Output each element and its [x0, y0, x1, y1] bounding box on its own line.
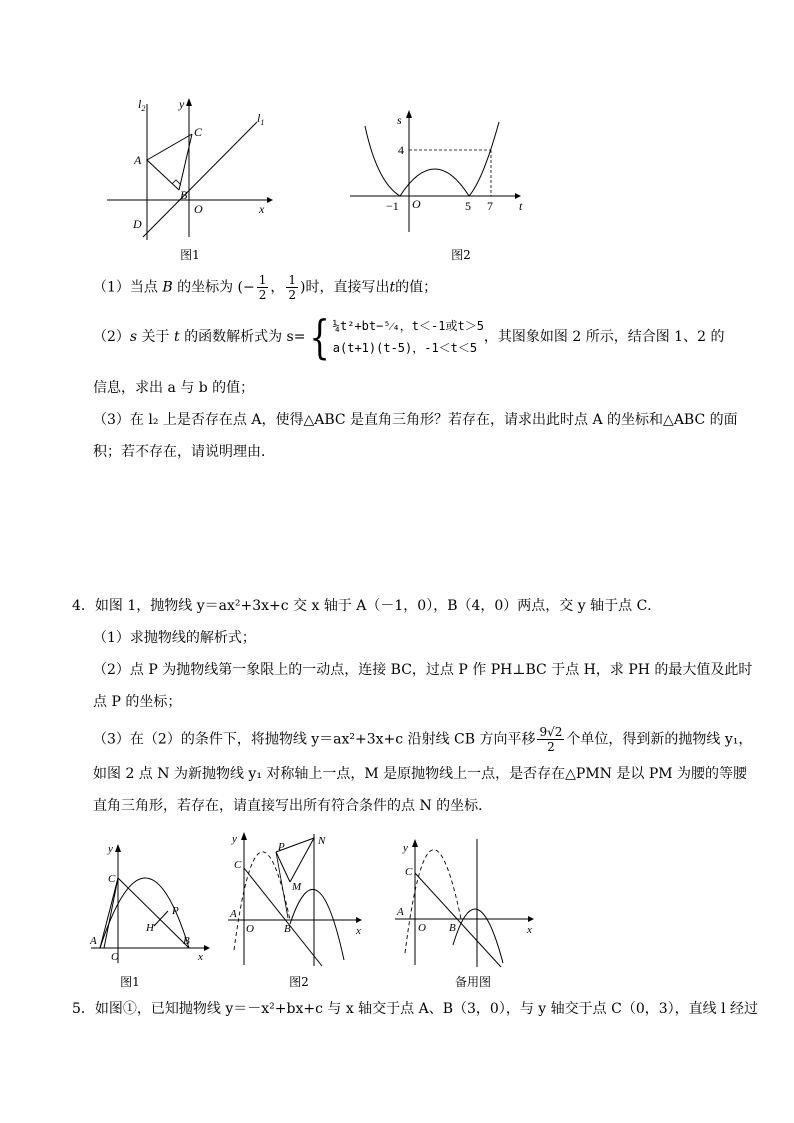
fig2-label-t: t	[519, 199, 523, 213]
q4-part2-line2: 点 P 的坐标；	[93, 694, 182, 710]
bottom-figure-1-caption: 图1	[120, 975, 140, 989]
fig2-label-4: 4	[398, 143, 404, 157]
figure-2-top	[345, 102, 535, 237]
q4-part3-line2: 如图 2 点 N 为新抛物线 y₁ 对称轴上一点，M 是原抛物线上一点，是否存在△PMN 是以 PM 为腰的等腰	[93, 766, 748, 782]
fig1-label-B: B	[180, 188, 188, 202]
b3-label-O: O	[418, 922, 426, 934]
fig2-label-7: 7	[487, 199, 493, 213]
fig2-label-neg1: −1	[386, 199, 399, 213]
fraction-9root2-over-2: $\frac{9√2}{2}$	[539, 725, 563, 754]
bottom-figure-3-caption: 备用图	[454, 975, 491, 989]
b2-label-P: P	[278, 841, 285, 853]
fig1-label-C: C	[194, 125, 203, 139]
fig2-label-O: O	[412, 197, 421, 211]
fig1-label-x: x	[259, 202, 265, 216]
b2-label-A: A	[230, 908, 237, 920]
b1-label-C: C	[108, 873, 116, 885]
b2-label-B: B	[284, 923, 291, 935]
fig1-label-l1: $l_1$	[257, 111, 265, 127]
b3-label-y: y	[403, 842, 408, 854]
q3-part2: （2）s 关于 t 的函数解析式为 s= { ¼t²+bt−⁵⁄₄，t＜-1或t＞5 a(t+1)(t-5)，-1＜t＜5 ，其图象如图 2 所示，结合图 1、2 的	[93, 310, 725, 364]
b1-label-O: O	[111, 951, 119, 963]
b3-label-x: x	[527, 924, 532, 936]
figure-1-caption: 图1	[180, 248, 200, 262]
b3-label-C: C	[405, 866, 413, 878]
fig1-label-y: y	[179, 97, 185, 111]
b1-label-y: y	[108, 843, 113, 855]
b1-label-B: B	[183, 935, 190, 947]
fraction-half: $\frac{1}{2}$	[288, 273, 297, 302]
b3-label-B: B	[449, 922, 456, 934]
fig1-label-D: D	[133, 217, 142, 231]
figure-1-bottom	[86, 838, 216, 968]
fraction-neg-half: $\frac{1}{2}$	[258, 273, 267, 302]
fig2-label-s: s	[397, 113, 402, 127]
fig1-label-A: A	[134, 153, 142, 167]
b2-label-C: C	[234, 859, 242, 871]
b1-label-H: H	[146, 922, 154, 934]
figure-spare-bottom	[393, 835, 543, 968]
b1-label-A: A	[90, 935, 97, 947]
q3-part2-line2: 信息，求出 a 与 b 的值；	[93, 380, 255, 396]
q4-part3-line3: 直角三角形，若存在，请直接写出所有符合条件的点 N 的坐标．	[93, 798, 493, 814]
piecewise-function: { ¼t²+bt−⁵⁄₄，t＜-1或t＞5 a(t+1)(t-5)，-1＜t＜5	[309, 310, 484, 364]
b2-label-N: N	[318, 835, 326, 847]
bottom-figure-2-caption: 图2	[289, 975, 309, 989]
figure-2-bottom	[226, 830, 371, 968]
fig1-label-l2: $l_2$	[138, 97, 146, 113]
fig2-label-5: 5	[465, 199, 471, 213]
figure-1-top	[105, 92, 285, 242]
b1-label-P: P	[172, 905, 179, 917]
b2-label-O: O	[246, 923, 254, 935]
q4-part1: （1）求抛物线的解析式；	[93, 630, 256, 646]
b3-label-A: A	[397, 906, 404, 918]
b2-label-y: y	[232, 833, 237, 845]
b1-label-x: x	[198, 951, 203, 963]
q3-part3-line2: 积；若不存在，请说明理由．	[93, 444, 275, 460]
q4-part3-line1: （3）在（2）的条件下，将抛物线 y＝ax²+3x+c 沿射线 CB 方向平移 $\frac{9√2}{2}$ 个单位，得到新的抛物线 y₁，	[93, 725, 753, 754]
q5-stem: 5．如图①，已知抛物线 y＝－x²+bx+c 与 x 轴交于点 A、B（3，0），与 y 轴交于点 C（0，3），直线 l 经过	[72, 1001, 759, 1017]
fig1-label-O: O	[194, 202, 203, 216]
b2-label-M: M	[292, 881, 302, 893]
q4-stem: 4．如图 1，抛物线 y＝ax²+3x+c 交 x 轴于 A（－1，0），B（4，0）两点，交 y 轴于点 C．	[72, 598, 662, 614]
figure-2-caption: 图2	[451, 248, 471, 262]
b2-label-x: x	[356, 925, 361, 937]
q3-part1: （1）当点 B 的坐标为 (− $\frac{1}{2}$ ， $\frac{1}{2}$ )时，直接写出t的值；	[93, 273, 438, 302]
q4-part2-line1: （2）点 P 为抛物线第一象限上的一动点，连接 BC，过点 P 作 PH⊥BC 于点 H，求 PH 的最大值及此时	[93, 662, 753, 678]
q3-part3-line1: （3）在 l₂ 上是否存在点 A，使得△ABC 是直角三角形？若存在，请求出此时点 A 的坐标和△ABC 的面	[93, 412, 738, 428]
